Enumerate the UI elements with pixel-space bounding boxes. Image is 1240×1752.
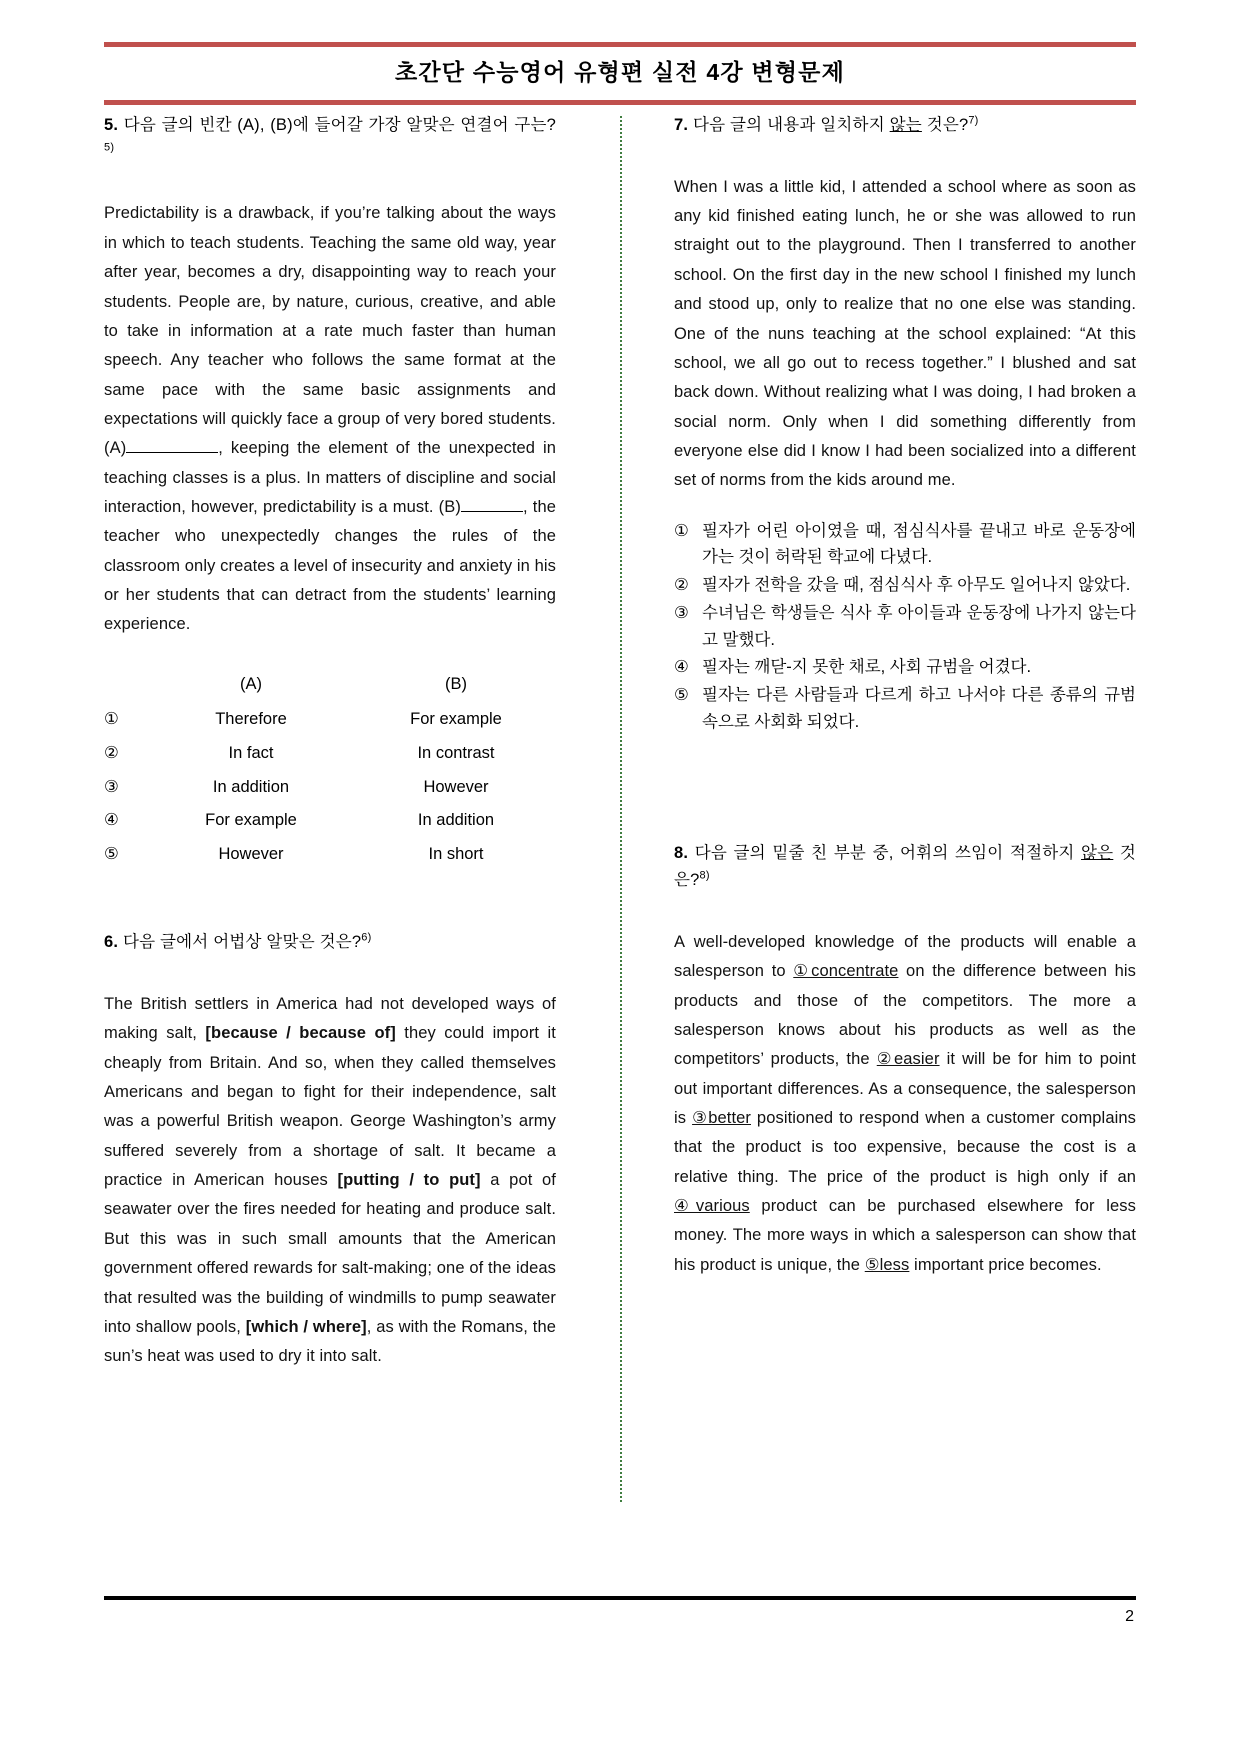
question-7-prompt-part-2: 것은? [921,116,969,134]
choice-text: 필자가 어린 아이였을 때, 점심식사를 끝내고 바로 운동장에 가는 것이 허락된 학교에 다녔다. [702,521,1136,567]
question-5-number: 5. [104,116,119,134]
question-7-number: 7. [674,116,689,134]
q5-passage-part-2: , keeping the element of the unexpected in teaching classes is a plus. In matters of discipline and social interaction, however, predictability is a must. (B) [104,439,556,517]
spacer [104,640,556,662]
q6-passage-part-2: they could import it cheaply from Britain. And so, when they called themselves Americans and began to fight for their independence, salt was a powerful British weapon. George Washington’s army suffered severely from a shortage of salt. It became a practice in American houses [104,1024,556,1190]
q6-passage-part-1: The British settlers in America had not developed ways of making salt, [104,994,556,1043]
choice-b-value: In contrast [417,743,495,762]
question-8-heading [674,840,1136,893]
q8-passage-part-2: on the difference between his products and those of the competitors. The more a salesperson knows about his products as well as the competitors’ products, the [674,962,1136,1069]
q5-passage-part-3: , the teacher who unexpectedly changes the rules of the classroom only creates a level of insecurity and anxiety in his or her students that can detract from the students’ learning experience. [104,498,557,634]
question-8-number: 8. [674,844,689,863]
choice-text: 필자는 다른 사람들과 다르게 하고 나서야 다른 종류의 규범 속으로 사회화 되었다. [702,685,1136,731]
choice-b-value: In short [428,844,484,863]
spacer [674,496,1136,518]
choice-marker: ③ [674,603,689,622]
blank-a [126,438,218,453]
choice-marker: ① [104,710,119,729]
question-6 [104,929,556,1371]
question-7-passage: When I was a little kid, I attended a school where as soon as any kid finished eating lunch, he or she was allowed to run straight out to the playground. Then I transferred to another school. On the first day in the new school I finished my lunch and stood up, only to realize that no one else was standing. One of the nuns teaching at the school explained: “At this school, we all go out to recess together.” I blushed and sat back down. Without realizing what I was doing, I had broken a social norm. Only when I did something differently from everyone else did I know I had been socialized into a different set of norms from the kids around me. [674,177,1136,490]
q8-underlined-choice-4: ④various [674,1197,750,1216]
q8-underlined-choice-2: ②easier [876,1050,940,1069]
table-row[interactable] [104,838,556,872]
list-item[interactable] [674,518,1136,571]
list-item[interactable] [674,572,1136,599]
q8-passage-part-4: positioned to respond when a customer complains that the product is too expensive, because the cost is a relative thing. The price of the product is high only if an [674,1109,1136,1186]
q8-underlined-choice-1: ①concentrate [793,962,899,981]
header-a: (A) [240,674,262,693]
choice-marker: ④ [674,658,689,677]
spacer [674,736,1136,840]
question-8-footnote: 8) [699,869,710,882]
list-item[interactable] [674,600,1136,653]
choice-a-value: In addition [212,777,290,796]
question-8-prompt-part-1: 다음 글의 밑줄 친 부분 중, 어휘의 쓰임이 적절하지 [688,844,1082,863]
choice-marker: ① [674,521,689,540]
q8-passage-part-1: A well-developed knowledge of the products will enable a salesperson to [674,932,1136,981]
spacer [104,956,556,990]
question-5-choice-table [104,668,556,871]
column-divider [566,112,674,1582]
choice-b-value: However [423,777,489,796]
question-6-heading [104,929,556,956]
choice-marker: ② [104,743,119,762]
choice-text: 수녀님은 학생들은 식사 후 아이들과 운동장에 나가지 않는다고 말했다. [702,603,1136,649]
question-7-choices [674,518,1136,736]
q8-passage-part-6: important price becomes. [909,1255,1102,1274]
question-7-footnote: 7) [968,114,979,127]
question-6-prompt: 다음 글에서 어법상 알맞은 것은? [118,933,362,952]
question-5-footnote: 5) [104,141,115,154]
question-8-prompt-part-2: 것은? [674,844,1136,890]
page-number: 2 [1125,1608,1134,1625]
list-item[interactable] [674,682,1136,735]
header-b: (B) [445,674,467,693]
page-header [104,42,1136,105]
choice-a-value: In fact [228,743,274,762]
right-column [674,112,1136,1582]
table-row[interactable] [104,804,556,838]
choice-text: 필자가 전학을 갔을 때, 점심식사 후 아무도 일어나지 않았다. [702,576,1131,595]
choice-b-value: For example [410,710,502,729]
header-blank-cell [104,668,146,704]
question-8-prompt-underlined: 않은 [1081,844,1114,863]
question-7-heading [674,112,1136,139]
choice-a-value: For example [205,811,297,830]
question-5-heading [104,112,556,165]
question-6-footnote: 6) [361,931,372,944]
divider-dotted-line [620,116,622,1502]
header-rule-bottom [104,100,1136,105]
q6-passage-part-3: a pot of seawater over the fires needed for heating and produce salt. But this was in such small amounts that the American government offered rewards for salt-making; one of the ideas that resulted was the building of windmills to pump seawater into shallow pools, [104,1171,556,1336]
q8-underlined-choice-5: ⑤less [864,1255,910,1274]
page-title: 초간단 수능영어 유형편 실전 4강 변형문제 [394,59,846,85]
page-footer [104,1596,1136,1626]
q5-passage-part-1: Predictability is a drawback, if you’re talking about the ways in which to teach students. Teaching the same old way, year after year, becomes a dry, disappointing way to reach your students. People are, by nature, curious, creative, and able to take in information at a rate much faster than human speech. Any teacher who follows the same format at the same pace with the same basic assignments and expectations will quickly face a group of very bored students. (A) [104,204,556,458]
q8-passage-part-5: product can be purchased elsewhere for less money. The more ways in which a salesperson can show that his product is unique, the [674,1197,1136,1274]
spacer [104,871,556,929]
question-6-number: 6. [104,933,119,952]
q6-bold-choice-2: [putting / to put] [337,1171,481,1190]
spacer [674,894,1136,928]
choice-a-value: However [218,844,284,863]
choice-marker: ② [674,576,689,595]
list-item[interactable] [674,654,1136,681]
blank-b [461,497,523,512]
spacer [104,165,556,199]
choice-marker: ⑤ [104,844,119,863]
table-row[interactable] [104,703,556,737]
question-6-passage [104,990,556,1372]
question-7-prompt-part-1: 다음 글의 내용과 일치하지 [688,116,890,134]
q6-passage-part-4: , as with the Romans, the sun’s heat was used to dry it into salt. [104,1317,556,1366]
question-7 [674,112,1136,735]
q6-bold-choice-3: [which / where] [245,1317,367,1336]
question-5-passage [104,199,556,639]
choice-table-header-row [104,668,556,704]
q8-underlined-choice-3: ③better [692,1109,751,1128]
choice-marker: ⑤ [674,685,689,704]
question-8-passage [674,928,1136,1280]
question-7-prompt-underlined: 않는 [889,116,922,134]
choice-b-value: In addition [417,811,495,830]
question-5 [104,112,556,871]
content-columns [104,112,1136,1582]
left-column [104,112,566,1582]
choice-text: 필자는 깨닫-지 못한 채로, 사회 규범을 어겼다. [702,658,1032,677]
spacer [674,139,1136,173]
table-row[interactable] [104,737,556,771]
question-5-prompt: 다음 글의 빈칸 (A), (B)에 들어갈 가장 알맞은 연결어 구는? [118,116,556,134]
table-row[interactable] [104,771,556,805]
choice-a-value: Therefore [215,710,287,729]
choice-marker: ④ [104,811,119,830]
choice-marker: ③ [104,777,119,796]
q6-bold-choice-1: [because / because of] [205,1024,396,1043]
q8-passage-part-3: it will be for him to point out important differences. As a consequence, the salesperson is [674,1050,1136,1128]
question-8 [674,840,1136,1280]
